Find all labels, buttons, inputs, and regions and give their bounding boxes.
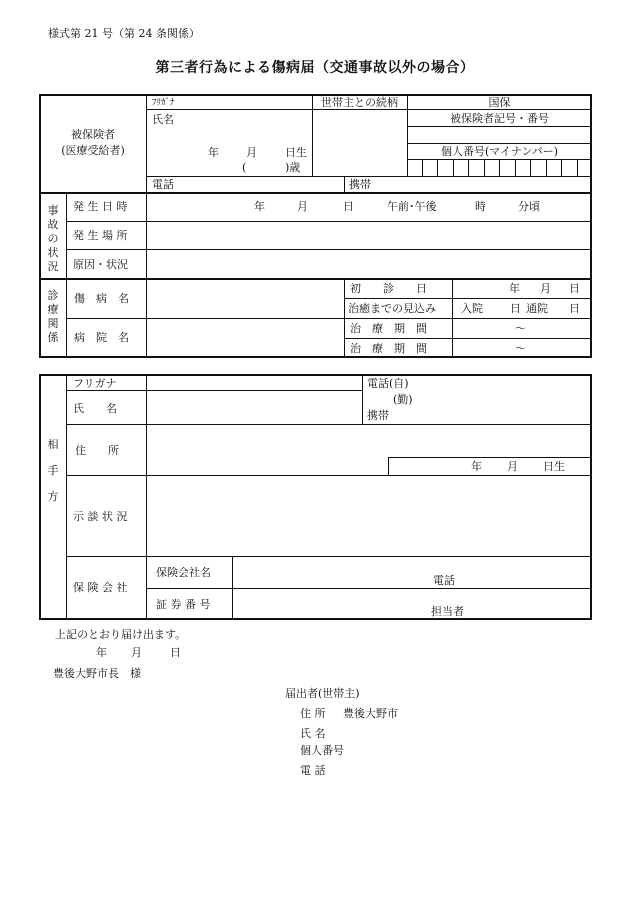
date-year: 年: [96, 646, 107, 659]
injury-label: 傷 病 名: [74, 292, 129, 305]
notifier-label: 届出者(世帯主): [285, 687, 360, 700]
notifier-name-label: 氏 名: [300, 727, 326, 740]
insured-mobile-label: 携帯: [349, 178, 371, 191]
birth-day-label: 日生: [285, 146, 307, 159]
medical-section-label: 診療関係: [47, 289, 59, 344]
company-name-label: 保険会社名: [156, 566, 211, 579]
accident-month: 月: [297, 200, 308, 213]
period-tilde-2: ～: [515, 342, 526, 355]
accident-day: 日: [343, 200, 354, 213]
insurance-label: 保 険 会 社: [73, 581, 128, 594]
date-day: 日: [170, 646, 181, 659]
settlement-label: 示 談 状 況: [73, 510, 128, 523]
page-title: 第三者行為による傷病届（交通事故以外の場合）: [155, 60, 475, 76]
hospital-label: 病 院 名: [74, 331, 129, 344]
relationship-label: 世帯主との続柄: [321, 96, 398, 109]
party-section-label: 相手方: [47, 438, 59, 503]
place-label: 発 生 場 所: [73, 229, 128, 242]
party-mobile: 携帯: [367, 409, 389, 422]
notifier-address-label: 住 所: [300, 707, 326, 720]
datetime-label: 発 生 日 時: [73, 200, 128, 213]
notifier-id-label: 個人番号: [300, 744, 344, 757]
age-open: (: [242, 161, 247, 174]
form-number: 様式第 21 号（第 24 条関係）: [48, 27, 200, 40]
kokuho-label: 国保: [488, 96, 511, 109]
my-number-label: 個人番号(マイナンバー): [440, 145, 559, 158]
notifier-address-value: 豊後大野市: [343, 707, 398, 720]
cause-label: 原因・状況: [73, 258, 128, 271]
party-birth-day: 日生: [543, 460, 565, 473]
insurance-phone-label: 電話: [433, 574, 455, 587]
policy-number-label: 証 券 番 号: [156, 598, 211, 611]
date-month: 月: [131, 646, 142, 659]
outpatient-day: 日: [569, 302, 580, 315]
insured-number-label: 被保険者記号・番号: [450, 112, 549, 125]
inpatient-day: 日: [510, 302, 521, 315]
treatment-period-1: 治 療 期 間: [350, 322, 427, 335]
statement: 上記のとおり届け出ます。: [55, 628, 187, 641]
insured-name-label: 氏名: [152, 113, 174, 126]
party-phone-work: (勤): [393, 393, 413, 406]
inpatient-label: 入院: [461, 302, 483, 315]
accident-year: 年: [254, 200, 265, 213]
party-birth-month: 月: [507, 460, 518, 473]
party-birth-year: 年: [471, 460, 482, 473]
insured-furigana-label: ﾌﾘｶﾞﾅ: [152, 98, 175, 108]
accident-hour: 時: [475, 200, 486, 213]
accident-section-label: 事故の状況: [47, 204, 59, 273]
treatment-period-2: 治 療 期 間: [350, 342, 427, 355]
first-visit-day: 日: [569, 282, 580, 295]
notifier-phone-label: 電 話: [300, 764, 326, 777]
accident-ampm: 午前･午後: [387, 200, 437, 213]
party-name-label: 氏 名: [73, 402, 117, 415]
birth-year-label: 年: [208, 146, 219, 159]
accident-minute: 分頃: [518, 200, 540, 213]
addressee: 豊後大野市長 様: [53, 667, 141, 680]
first-visit-month: 月: [540, 282, 551, 295]
recovery-label: 治癒までの見込み: [348, 302, 436, 315]
first-visit-year: 年: [509, 282, 520, 295]
insured-label: 被保険者: [71, 128, 115, 141]
party-furigana-label: フリガナ: [73, 377, 117, 390]
party-address-label: 住 所: [75, 444, 119, 457]
period-tilde-1: ～: [515, 322, 526, 335]
age-label: )歳: [285, 161, 301, 174]
first-visit-label: 初 診 日: [350, 282, 427, 295]
party-phone-home: 電話(自): [367, 377, 409, 390]
insured-phone-label: 電話: [152, 178, 174, 191]
insured-sublabel: (医療受給者): [61, 144, 125, 157]
person-in-charge-label: 担当者: [431, 605, 464, 618]
outpatient-label: 通院: [526, 302, 548, 315]
birth-month-label: 月: [246, 146, 257, 159]
